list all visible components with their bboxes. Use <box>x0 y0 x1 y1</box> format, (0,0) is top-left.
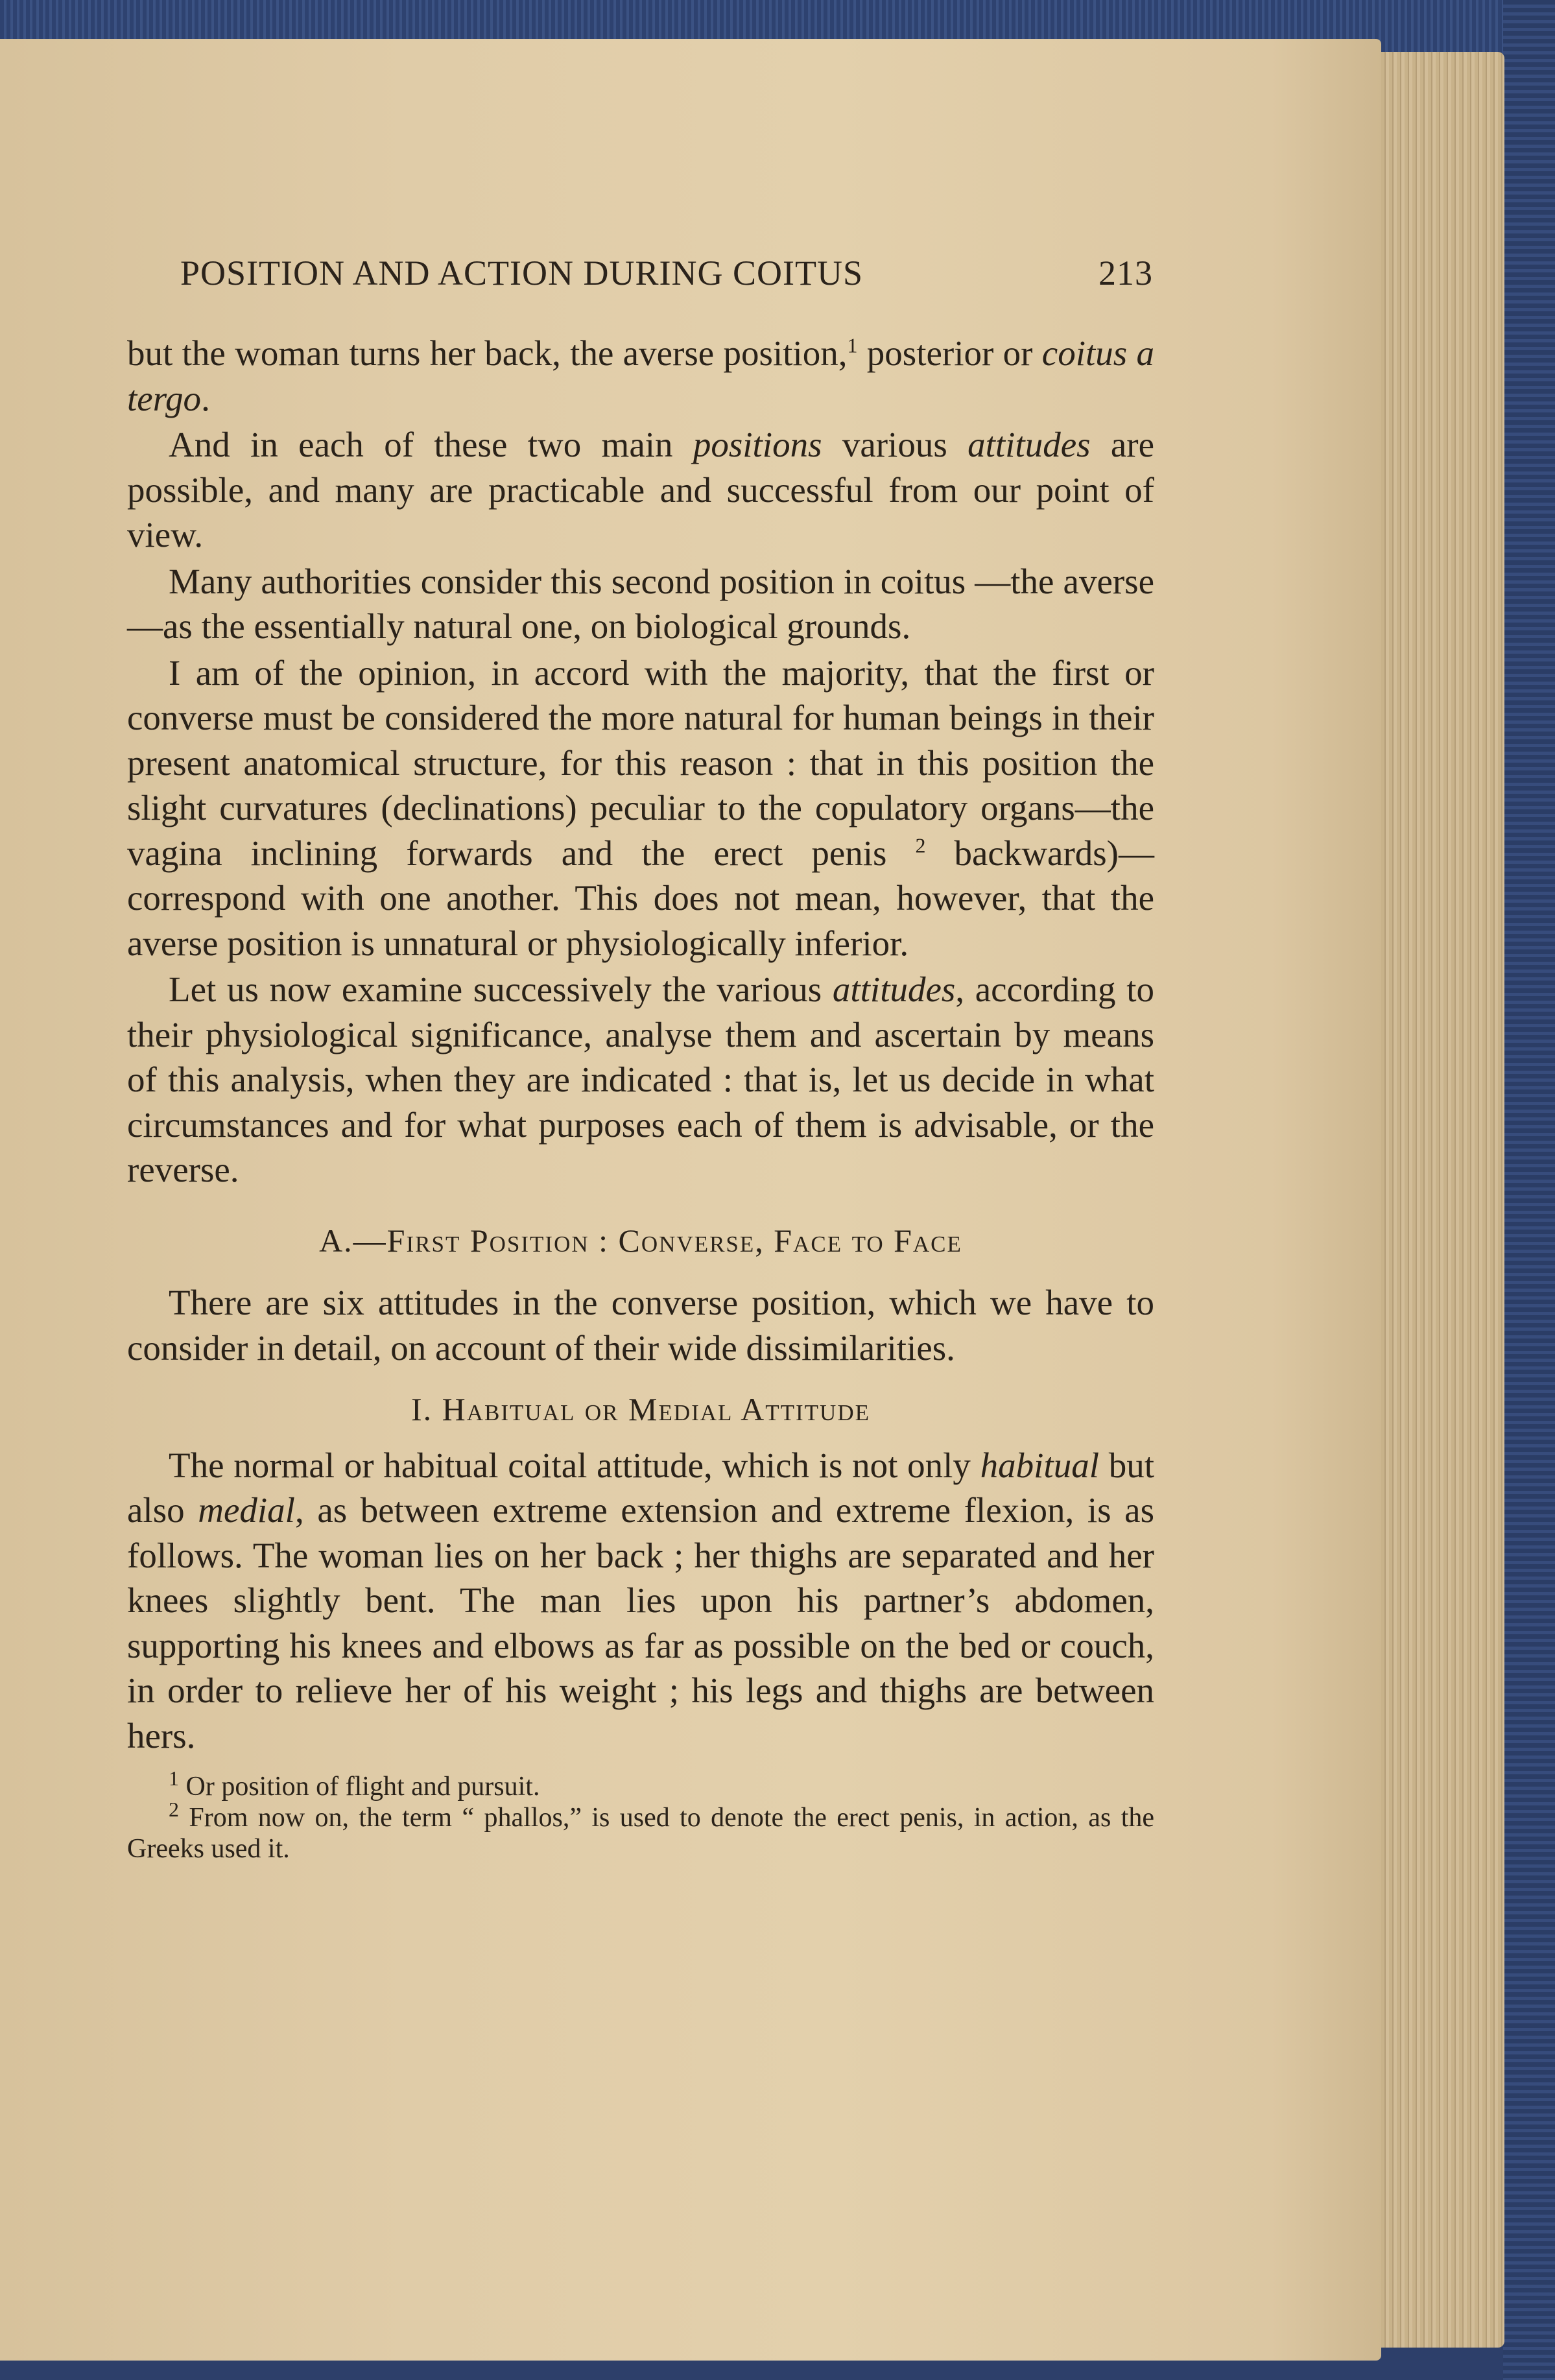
text-run: but also <box>127 1445 1154 1530</box>
paragraph <box>127 331 1154 421</box>
italic-term: coitus a tergo <box>127 333 1154 418</box>
text-run: Let us now examine successively the various <box>169 970 833 1009</box>
paragraph: Many authorities consider this second position in coitus —the averse—as the essentially natural one, on biological grounds. <box>127 561 1154 646</box>
italic-term: attitudes <box>832 970 956 1009</box>
text-run: . <box>201 378 210 418</box>
section-heading: A.—First Position : Converse, Face to Face <box>319 1222 962 1259</box>
italic-term: medial <box>198 1490 295 1530</box>
running-head-title: POSITION AND ACTION DURING COITUS <box>180 254 864 292</box>
text-run: And in each of these two main <box>169 425 693 464</box>
page-number: 213 <box>1098 254 1153 292</box>
italic-term: attitudes <box>967 425 1091 464</box>
italic-term: habitual <box>980 1445 1099 1485</box>
paragraph <box>127 967 1154 1193</box>
page-text <box>127 331 1154 1864</box>
text-run: , as between extreme extension and extreme flexion, is as follows. The woman lies on her back ; her thighs are separated and her knees slightly bent. The man lies upon his partner’s abdomen, supporting his knees and elbows as far as possible on the bed or couch, in order to relieve her of his weight ; his legs and thighs are between hers. <box>127 1490 1154 1755</box>
text-run: backwards)—correspond with one another. This does not mean, however, that the averse position is unnatural or physiologically inferior. <box>127 833 1154 963</box>
footnote-mark: 1 <box>169 1767 179 1790</box>
paragraph <box>127 1443 1154 1759</box>
book-cover-edge <box>1503 0 1555 2380</box>
subsection-heading: I. Habitual or Medial Attitude <box>411 1391 870 1427</box>
text-run: I am of the opinion, in accord with the majority, that the first or converse must be considered the more natural for human beings in their present anatomical structure, for this reason : that in this position the slight curvatures (declinations) peculiar to the copulatory organs—the vagina inclining forwards and the erect penis <box>127 652 1154 873</box>
footnote-text: From now on, the term “ phallos,” is used to denote the erect penis, in action, as the Greeks used it. <box>127 1803 1154 1864</box>
footnote-text: Or position of flight and pursuit. <box>179 1772 540 1802</box>
footnote <box>127 1767 1154 1802</box>
text-run: are possible, and many are practicable and successful from our point of view. <box>127 425 1154 554</box>
footnote-mark: 2 <box>169 1798 179 1821</box>
footnote <box>127 1798 1154 1864</box>
paragraph: There are six attitudes in the converse position, which we have to consider in detail, on account of their wide dissimilarities. <box>127 1283 1154 1368</box>
footnote-ref: 2 <box>915 833 926 857</box>
text-run: The normal or habitual coital attitude, which is not only <box>169 1445 980 1485</box>
paragraph <box>127 422 1154 558</box>
italic-term: positions <box>693 425 822 464</box>
footnote-ref: 1 <box>847 333 858 357</box>
page-edges <box>1381 52 1504 2348</box>
text-run: posterior or <box>857 333 1042 373</box>
footnotes <box>127 1767 1154 1864</box>
text-run: but the woman turns her back, the averse position, <box>127 333 848 373</box>
text-run: , according to their physiological significance, analyse them and ascertain by means of this analysis, when they are indicated : that is, let us decide in what circumstances and for what purposes each of them is advisable, or the reverse. <box>127 970 1154 1189</box>
running-head <box>180 253 1153 293</box>
text-run: various <box>822 425 968 464</box>
paragraph <box>127 650 1154 966</box>
